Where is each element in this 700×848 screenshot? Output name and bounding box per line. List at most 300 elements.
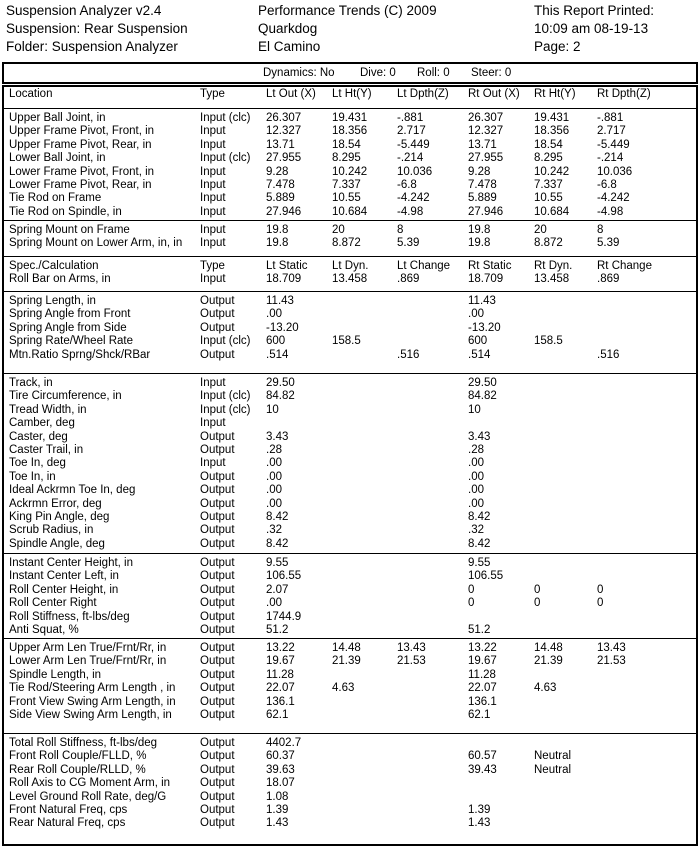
- cell-rt-1: 27.955: [468, 152, 504, 165]
- cell-type: Output: [200, 668, 235, 681]
- cell-location: King Pin Angle, deg: [9, 510, 110, 523]
- cell-type: Output: [200, 623, 235, 636]
- cell-type: Output: [200, 817, 235, 830]
- cell-rt-1: 60.57: [468, 750, 497, 763]
- cell-location: Spring Rate/Wheel Rate: [9, 335, 134, 348]
- section-divider: [4, 220, 696, 221]
- cell-lt-2: 7.337: [332, 178, 361, 191]
- cell-rt-2: 19.431: [534, 112, 570, 124]
- cell-lt-1: 19.8: [266, 224, 289, 236]
- cell-location: Upper Frame Pivot, Front, in: [9, 125, 155, 138]
- cell-rt-2: 20: [534, 224, 547, 236]
- cell-rt-3: 8: [597, 224, 604, 236]
- cell-type: Output: [200, 510, 235, 523]
- cell-lt-1: 12.327: [266, 125, 302, 138]
- cell-location: Location: [9, 88, 53, 100]
- cell-type: Output: [200, 695, 235, 708]
- cell-type: Type: [200, 88, 225, 100]
- cell-lt-1: 1744.9: [266, 610, 302, 623]
- report-header: [6, 2, 694, 60]
- cell-rt-2: 0: [534, 597, 541, 610]
- cell-lt-1: 29.50: [266, 377, 295, 389]
- cell-rt-1: 0: [468, 597, 475, 610]
- cell-rt-3: 5.39: [597, 237, 620, 250]
- cell-location: Spring Mount on Frame: [9, 224, 130, 236]
- cell-lt-1: .00: [266, 497, 282, 510]
- table-row: [4, 737, 696, 750]
- cell-rt-1: 26.307: [468, 112, 504, 124]
- cell-lt-3: 21.53: [397, 655, 426, 668]
- cell-rt-3: -6.8: [597, 178, 617, 191]
- cell-lt-3: .516: [397, 348, 420, 361]
- printed-label: This Report Printed:: [534, 3, 655, 18]
- cell-lt-3: 8: [397, 224, 404, 236]
- cell-lt-2: 21.39: [332, 655, 361, 668]
- cell-lt-1: .32: [266, 524, 282, 537]
- cell-location: Roll Axis to CG Moment Arm, in: [9, 777, 171, 790]
- cell-rt-1: 18.709: [468, 273, 504, 286]
- cell-rt-2: 8.295: [534, 152, 563, 165]
- cell-location: Spindle Angle, deg: [9, 537, 105, 550]
- cell-lt-3: .869: [397, 273, 420, 286]
- cell-location: Spring Angle from Side: [9, 321, 127, 334]
- cell-lt-2: 10.684: [332, 205, 368, 218]
- cell-lt-1: .00: [266, 597, 282, 610]
- table-row: [4, 273, 696, 286]
- cell-lt-1: .00: [266, 484, 282, 497]
- section-divider: [4, 638, 696, 639]
- cell-rt-1: 13.22: [468, 642, 497, 654]
- cell-lt-1: 3.43: [266, 430, 289, 443]
- table-row: [4, 444, 696, 457]
- cell-lt-1: 22.07: [266, 682, 295, 695]
- table-section: [4, 295, 696, 362]
- cell-rt-1: .00: [468, 457, 484, 470]
- table-row: [4, 88, 696, 101]
- cell-rt-1: 19.67: [468, 655, 497, 668]
- cell-type: Input (clc): [200, 335, 251, 348]
- cell-lt-3: -.881: [397, 112, 424, 124]
- cell-type: Output: [200, 570, 235, 583]
- cell-lt-1: 11.28: [266, 668, 294, 681]
- table-section: [4, 557, 696, 637]
- cell-rt-1: .00: [468, 308, 484, 321]
- table-row: [4, 390, 696, 403]
- cell-lt-1: 26.307: [266, 112, 302, 124]
- program-title: Suspension Analyzer v2.4: [6, 3, 162, 18]
- cell-rt-1: .00: [468, 484, 484, 497]
- cell-type: Output: [200, 777, 235, 790]
- cell-lt-1: Lt Static: [266, 260, 308, 272]
- cell-lt-3: -4.242: [397, 192, 430, 205]
- table-row: [4, 584, 696, 597]
- cell-type: Input (clc): [200, 403, 251, 416]
- table-row: [4, 322, 696, 335]
- cell-location: Spindle Length, in: [9, 668, 102, 681]
- table-row: [4, 349, 696, 362]
- section-divider: [4, 373, 696, 374]
- cell-location: Lower Arm Len True/Frnt/Rr, in: [9, 655, 167, 668]
- table-row: [4, 597, 696, 610]
- cell-lt-2: 14.48: [332, 642, 361, 654]
- cell-lt-1: 13.71: [266, 138, 295, 151]
- table-row: [4, 624, 696, 637]
- dive-value: Dive: 0: [360, 67, 396, 79]
- dynamics-status: Dynamics: No: [263, 67, 335, 79]
- section-divider: [4, 256, 696, 257]
- cell-lt-2: 18.356: [332, 125, 368, 138]
- cell-rt-1: 51.2: [468, 623, 491, 636]
- cell-location: Roll Bar on Arms, in: [9, 273, 111, 286]
- cell-lt-1: 39.63: [266, 763, 295, 776]
- cell-rt-2: 18.54: [534, 138, 563, 151]
- cell-lt-1: 19.67: [266, 655, 295, 668]
- cell-location: Mtn.Ratio Sprng/Shck/RBar: [9, 348, 151, 361]
- table-section: [4, 377, 696, 551]
- cell-rt-3: -.214: [597, 152, 624, 165]
- cell-type: Output: [200, 295, 235, 307]
- vehicle-name: El Camino: [258, 39, 321, 54]
- table-row: [4, 260, 696, 273]
- table-row: [4, 655, 696, 668]
- cell-rt-1: 136.1: [468, 695, 497, 708]
- table-row: [4, 764, 696, 777]
- cell-location: Spring Angle from Front: [9, 308, 131, 321]
- cell-lt-1: 27.955: [266, 152, 302, 165]
- cell-lt-1: 13.22: [266, 642, 295, 654]
- cell-lt-3: -5.449: [397, 138, 430, 151]
- roll-value: Roll: 0: [417, 67, 450, 79]
- cell-rt-3: 0: [597, 597, 604, 610]
- cell-lt-1: 4402.7: [266, 737, 302, 749]
- table-row: [4, 179, 696, 192]
- cell-rt-2: Rt Ht(Y): [534, 88, 576, 100]
- cell-rt-1: 600: [468, 335, 488, 348]
- cell-rt-2: 10.242: [534, 165, 570, 178]
- table-row: [4, 377, 696, 390]
- cell-lt-2: 20: [332, 224, 345, 236]
- cell-lt-1: .00: [266, 308, 282, 321]
- suspension-name: Suspension: Rear Suspension: [6, 21, 188, 36]
- cell-type: Output: [200, 750, 235, 763]
- cell-rt-3: Rt Dpth(Z): [597, 88, 651, 100]
- cell-lt-3: -.214: [397, 152, 424, 165]
- table-row: [4, 192, 696, 205]
- cell-rt-1: 62.1: [468, 708, 491, 721]
- cell-location: Lower Frame Pivot, Rear, in: [9, 178, 152, 191]
- cell-type: Input: [200, 457, 226, 470]
- cell-rt-3: 13.43: [597, 642, 626, 654]
- cell-rt-3: -4.98: [597, 205, 624, 218]
- section-divider: [4, 733, 696, 734]
- cell-lt-1: .514: [266, 348, 289, 361]
- cell-type: Input: [200, 377, 226, 389]
- cell-type: Input: [200, 165, 226, 178]
- section-divider: [4, 291, 696, 292]
- cell-lt-1: 9.28: [266, 165, 289, 178]
- table-row: [4, 295, 696, 308]
- table-row: [4, 538, 696, 551]
- cell-type: Input: [200, 178, 226, 191]
- cell-location: Lower Frame Pivot, Front, in: [9, 165, 155, 178]
- cell-location: Ideal Ackrmn Toe In, deg: [9, 484, 136, 497]
- cell-rt-2: Neutral: [534, 763, 572, 776]
- cell-rt-2: 0: [534, 583, 541, 596]
- cell-type: Output: [200, 497, 235, 510]
- cell-location: Caster, deg: [9, 430, 68, 443]
- cell-rt-1: 1.39: [468, 803, 491, 816]
- cell-rt-2: 10.55: [534, 192, 563, 205]
- cell-lt-1: .28: [266, 443, 282, 456]
- cell-location: Camber, deg: [9, 417, 75, 430]
- cell-type: Output: [200, 557, 235, 569]
- cell-type: Output: [200, 708, 235, 721]
- table-row: [4, 498, 696, 511]
- cell-lt-2: Lt Dyn.: [332, 260, 369, 272]
- cell-rt-1: 19.8: [468, 224, 491, 236]
- cell-location: Toe In, deg: [9, 457, 66, 470]
- cell-rt-3: -5.449: [597, 138, 630, 151]
- cell-lt-3: -4.98: [397, 205, 424, 218]
- cell-lt-1: -13.20: [266, 321, 299, 334]
- table-row: [4, 682, 696, 695]
- table-row: [4, 750, 696, 763]
- table-row: [4, 804, 696, 817]
- cell-rt-3: 2.717: [597, 125, 626, 138]
- cell-rt-1: 11.28: [468, 668, 496, 681]
- cell-rt-1: 9.55: [468, 557, 491, 569]
- cell-type: Input: [200, 273, 226, 286]
- cell-lt-1: 600: [266, 335, 286, 348]
- cell-rt-1: 106.55: [468, 570, 504, 583]
- cell-type: Output: [200, 803, 235, 816]
- cell-rt-1: 12.327: [468, 125, 504, 138]
- cell-lt-1: 5.889: [266, 192, 295, 205]
- cell-rt-1: 3.43: [468, 430, 491, 443]
- cell-type: Output: [200, 610, 235, 623]
- cell-lt-3: Lt Dpth(Z): [397, 88, 449, 100]
- table-row: [4, 791, 696, 804]
- cell-location: Scrub Radius, in: [9, 524, 94, 537]
- cell-rt-1: .514: [468, 348, 491, 361]
- table-row: [4, 611, 696, 624]
- cell-location: Anti Squat, %: [9, 623, 79, 636]
- header-print-info: [534, 2, 654, 56]
- cell-type: Output: [200, 484, 235, 497]
- cell-location: Spring Mount on Lower Arm, in, in: [9, 237, 183, 250]
- table-row: [4, 709, 696, 722]
- cell-type: Output: [200, 321, 235, 334]
- cell-type: Input: [200, 192, 226, 205]
- printed-timestamp: 10:09 am 08-19-13: [534, 21, 649, 36]
- dynamics-bar: [2, 62, 698, 84]
- cell-lt-1: 2.07: [266, 583, 289, 596]
- table-row: [4, 777, 696, 790]
- cell-rt-3: -4.242: [597, 192, 630, 205]
- cell-location: Tie Rod on Frame: [9, 192, 102, 205]
- cell-type: Output: [200, 642, 235, 654]
- table-row: [4, 557, 696, 570]
- cell-location: Tie Rod/Steering Arm Length , in: [9, 682, 176, 695]
- cell-location: Instant Center Left, in: [9, 570, 119, 583]
- table-row: [4, 471, 696, 484]
- table-row: [4, 431, 696, 444]
- cell-rt-2: 4.63: [534, 682, 557, 695]
- cell-location: Track, in: [9, 377, 53, 389]
- user-name: Quarkdog: [258, 21, 318, 36]
- cell-rt-2: 10.684: [534, 205, 570, 218]
- cell-location: Upper Arm Len True/Frnt/Rr, in: [9, 642, 167, 654]
- table-row: [4, 206, 696, 219]
- cell-type: Output: [200, 737, 235, 749]
- cell-lt-1: 51.2: [266, 623, 289, 636]
- cell-location: Lower Ball Joint, in: [9, 152, 106, 165]
- cell-lt-3: 13.43: [397, 642, 426, 654]
- table-row: [4, 524, 696, 537]
- cell-location: Spring Length, in: [9, 295, 96, 307]
- table-row: [4, 237, 696, 250]
- table-row: [4, 166, 696, 179]
- cell-rt-1: 29.50: [468, 377, 497, 389]
- table-row: [4, 152, 696, 165]
- table-section: [4, 112, 696, 219]
- steer-value: Steer: 0: [471, 67, 512, 79]
- cell-rt-1: 22.07: [468, 682, 497, 695]
- cell-location: Tire Circumference, in: [9, 390, 122, 403]
- cell-lt-2: 10.55: [332, 192, 361, 205]
- cell-location: Front View Swing Arm Length, in: [9, 695, 176, 708]
- cell-rt-1: .00: [468, 470, 484, 483]
- cell-type: Input (clc): [200, 390, 251, 403]
- cell-type: Input: [200, 237, 226, 250]
- cell-location: Instant Center Height, in: [9, 557, 134, 569]
- cell-lt-2: 18.54: [332, 138, 361, 151]
- cell-rt-1: 8.42: [468, 537, 491, 550]
- table-row: [4, 642, 696, 655]
- cell-type: Output: [200, 790, 235, 803]
- folder-name: Folder: Suspension Analyzer: [6, 39, 178, 54]
- table-section: [4, 224, 696, 251]
- table-row: [4, 224, 696, 237]
- cell-rt-2: 158.5: [534, 335, 563, 348]
- cell-rt-2: 18.356: [534, 125, 570, 138]
- cell-lt-1: 1.08: [266, 790, 289, 803]
- table-row: [4, 125, 696, 138]
- cell-rt-1: 39.43: [468, 763, 497, 776]
- cell-rt-1: 1.43: [468, 817, 491, 830]
- cell-location: Tie Rod on Spindle, in: [9, 205, 122, 218]
- cell-lt-1: .00: [266, 457, 282, 470]
- section-divider: [4, 108, 696, 109]
- cell-type: Output: [200, 597, 235, 610]
- cell-rt-2: Neutral: [534, 750, 572, 763]
- cell-lt-1: 11.43: [266, 295, 294, 307]
- cell-rt-3: -.881: [597, 112, 624, 124]
- cell-rt-1: 8.42: [468, 510, 491, 523]
- cell-lt-2: 8.295: [332, 152, 361, 165]
- cell-lt-1: 19.8: [266, 237, 289, 250]
- cell-location: Tread Width, in: [9, 403, 87, 416]
- cell-type: Type: [200, 260, 225, 272]
- table-section: [4, 88, 696, 101]
- cell-type: Input (clc): [200, 152, 251, 165]
- cell-rt-1: 5.889: [468, 192, 497, 205]
- table-row: [4, 696, 696, 709]
- cell-location: Front Roll Couple/FLLD, %: [9, 750, 147, 763]
- table-row: [4, 484, 696, 497]
- cell-location: Level Ground Roll Rate, deg/G: [9, 790, 167, 803]
- cell-rt-3: .516: [597, 348, 620, 361]
- cell-location: Total Roll Stiffness, ft-lbs/deg: [9, 737, 158, 749]
- cell-rt-2: 21.39: [534, 655, 563, 668]
- cell-location: Upper Ball Joint, in: [9, 112, 106, 124]
- copyright: Performance Trends (C) 2009: [258, 3, 437, 18]
- cell-rt-2: 14.48: [534, 642, 563, 654]
- cell-lt-1: 7.478: [266, 178, 295, 191]
- cell-lt-1: 1.43: [266, 817, 289, 830]
- cell-lt-2: 4.63: [332, 682, 355, 695]
- page-number: Page: 2: [534, 39, 581, 54]
- table-row: [4, 335, 696, 348]
- report-table: [2, 85, 698, 846]
- cell-type: Input: [200, 138, 226, 151]
- cell-location: Upper Frame Pivot, Rear, in: [9, 138, 152, 151]
- cell-rt-1: Rt Out (X): [468, 88, 520, 100]
- cell-lt-2: 13.458: [332, 273, 368, 286]
- cell-lt-1: 8.42: [266, 537, 289, 550]
- cell-rt-1: 7.478: [468, 178, 497, 191]
- cell-lt-1: 8.42: [266, 510, 289, 523]
- cell-type: Output: [200, 430, 235, 443]
- cell-location: Toe In, in: [9, 470, 56, 483]
- cell-type: Input: [200, 125, 226, 138]
- header-program-info: [6, 2, 188, 56]
- cell-lt-2: 10.242: [332, 165, 368, 178]
- table-row: [4, 669, 696, 682]
- cell-type: Input: [200, 224, 226, 236]
- cell-lt-3: 10.036: [397, 165, 433, 178]
- cell-lt-1: 106.55: [266, 570, 302, 583]
- cell-lt-1: Lt Out (X): [266, 88, 316, 100]
- cell-type: Output: [200, 583, 235, 596]
- cell-location: Side View Swing Arm Length, in: [9, 708, 172, 721]
- table-row: [4, 112, 696, 125]
- cell-lt-3: 5.39: [397, 237, 420, 250]
- table-row: [4, 417, 696, 430]
- cell-type: Input: [200, 205, 226, 218]
- cell-lt-1: 10: [266, 403, 279, 416]
- table-row: [4, 139, 696, 152]
- section-divider: [4, 553, 696, 554]
- cell-rt-1: 19.8: [468, 237, 491, 250]
- cell-lt-1: 84.82: [266, 390, 295, 403]
- cell-lt-1: 27.946: [266, 205, 302, 218]
- cell-lt-2: 8.872: [332, 237, 361, 250]
- cell-rt-3: 21.53: [597, 655, 626, 668]
- cell-rt-1: 27.946: [468, 205, 504, 218]
- cell-location: Spec./Calculation: [9, 260, 99, 272]
- table-row: [4, 457, 696, 470]
- cell-location: Front Natural Freq, cps: [9, 803, 128, 816]
- cell-rt-1: 0: [468, 583, 475, 596]
- cell-location: Roll Center Height, in: [9, 583, 119, 596]
- cell-lt-1: .00: [266, 470, 282, 483]
- cell-lt-3: 2.717: [397, 125, 426, 138]
- cell-type: Output: [200, 682, 235, 695]
- cell-rt-1: 10: [468, 403, 481, 416]
- cell-type: Input: [200, 417, 226, 430]
- cell-lt-1: 136.1: [266, 695, 295, 708]
